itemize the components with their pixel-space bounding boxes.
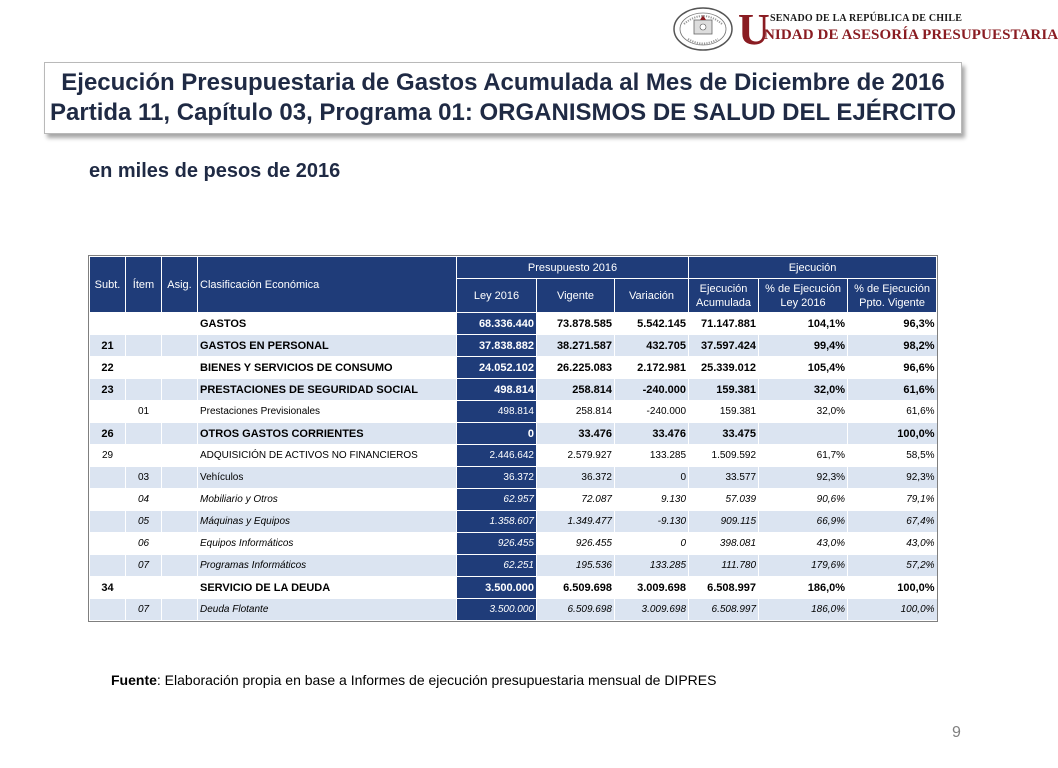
cell-variacion: 3.009.698 [615, 577, 689, 599]
table-row [90, 445, 937, 467]
cell-ley: 37.838.882 [457, 335, 537, 357]
cell-ejecucion: 33.577 [689, 467, 759, 489]
table-row [90, 401, 937, 423]
cell-name: ADQUISICIÓN DE ACTIVOS NO FINANCIEROS [198, 445, 457, 467]
cell-name: Prestaciones Previsionales [198, 401, 457, 423]
table-row [90, 511, 937, 533]
cell-name: Máquinas y Equipos [198, 511, 457, 533]
cell-asig [162, 401, 198, 423]
cell-item [126, 423, 162, 445]
cell-name: GASTOS [198, 313, 457, 335]
cell-subt [90, 489, 126, 511]
cell-item: 01 [126, 401, 162, 423]
cell-ley: 62.251 [457, 555, 537, 577]
senate-seal-icon [672, 6, 734, 52]
table-row [90, 467, 937, 489]
table-row [90, 379, 937, 401]
cell-subt: 34 [90, 577, 126, 599]
cell-ley: 36.372 [457, 467, 537, 489]
cell-vigente: 33.476 [537, 423, 615, 445]
cell-name: Deuda Flotante [198, 599, 457, 621]
senado-label: SENADO DE LA REPÚBLICA DE CHILE [770, 13, 963, 24]
cell-name: Equipos Informáticos [198, 533, 457, 555]
cell-asig [162, 313, 198, 335]
cell-item: 04 [126, 489, 162, 511]
cell-pct-ley: 90,6% [759, 489, 848, 511]
cell-pct-ley: 66,9% [759, 511, 848, 533]
col-asig: Asig. [162, 257, 198, 313]
col-ley: Ley 2016 [457, 279, 537, 313]
cell-vigente: 1.349.477 [537, 511, 615, 533]
cell-vigente: 258.814 [537, 379, 615, 401]
cell-vigente: 6.509.698 [537, 577, 615, 599]
cell-asig [162, 467, 198, 489]
cell-ejecucion: 111.780 [689, 555, 759, 577]
cell-variacion: 5.542.145 [615, 313, 689, 335]
cell-ley: 2.446.642 [457, 445, 537, 467]
table-row [90, 533, 937, 555]
cell-asig [162, 577, 198, 599]
cell-item [126, 379, 162, 401]
cell-ejecucion: 25.339.012 [689, 357, 759, 379]
cell-name: Programas Informáticos [198, 555, 457, 577]
page-title-line-1: Ejecución Presupuestaria de Gastos Acumulada al Mes de Diciembre de 2016 [61, 69, 945, 96]
cell-pct-vigente: 100,0% [848, 599, 937, 621]
cell-asig [162, 533, 198, 555]
cell-ley: 498.814 [457, 379, 537, 401]
cell-name: PRESTACIONES DE SEGURIDAD SOCIAL [198, 379, 457, 401]
cell-asig [162, 445, 198, 467]
cell-name: BIENES Y SERVICIOS DE CONSUMO [198, 357, 457, 379]
cell-asig [162, 335, 198, 357]
cell-item: 07 [126, 555, 162, 577]
cell-vigente: 6.509.698 [537, 599, 615, 621]
cell-item: 06 [126, 533, 162, 555]
col-pct-vigente: % de Ejecución Ppto. Vigente [848, 279, 937, 313]
cell-pct-vigente: 96,3% [848, 313, 937, 335]
table-row [90, 335, 937, 357]
cell-variacion: 3.009.698 [615, 599, 689, 621]
cell-pct-ley: 99,4% [759, 335, 848, 357]
cell-subt: 21 [90, 335, 126, 357]
cell-subt: 26 [90, 423, 126, 445]
cell-asig [162, 489, 198, 511]
title-box [44, 62, 962, 134]
cell-ejecucion: 57.039 [689, 489, 759, 511]
cell-variacion: 133.285 [615, 445, 689, 467]
cell-ley: 68.336.440 [457, 313, 537, 335]
cell-variacion: 33.476 [615, 423, 689, 445]
cell-item [126, 335, 162, 357]
cell-pct-vigente: 43,0% [848, 533, 937, 555]
cell-item [126, 313, 162, 335]
cell-vigente: 38.271.587 [537, 335, 615, 357]
cell-pct-ley: 186,0% [759, 599, 848, 621]
table-row [90, 423, 937, 445]
cell-ley: 3.500.000 [457, 577, 537, 599]
cell-subt [90, 533, 126, 555]
cell-name: Mobiliario y Otros [198, 489, 457, 511]
cell-subt [90, 313, 126, 335]
table-row [90, 555, 937, 577]
cell-vigente: 926.455 [537, 533, 615, 555]
cell-subt: 29 [90, 445, 126, 467]
cell-ejecucion: 909.115 [689, 511, 759, 533]
cell-name: Vehículos [198, 467, 457, 489]
cell-ejecucion: 6.508.997 [689, 599, 759, 621]
cell-pct-ley: 32,0% [759, 379, 848, 401]
cell-item: 03 [126, 467, 162, 489]
cell-variacion: 2.172.981 [615, 357, 689, 379]
table-row [90, 489, 937, 511]
source-text: : Elaboración propia en base a Informes de ejecución presupuestaria mensual de DIPRES [156, 672, 717, 688]
cell-vigente: 72.087 [537, 489, 615, 511]
cell-pct-vigente: 92,3% [848, 467, 937, 489]
cell-pct-vigente: 100,0% [848, 423, 937, 445]
cell-asig [162, 555, 198, 577]
cell-pct-ley: 61,7% [759, 445, 848, 467]
table-row [90, 357, 937, 379]
unidad-label: NIDAD DE ASESORÍA PRESUPUESTARIA [764, 27, 1058, 43]
cell-asig [162, 357, 198, 379]
group-ejecucion: Ejecución [689, 257, 937, 279]
cell-pct-ley: 43,0% [759, 533, 848, 555]
cell-subt: 23 [90, 379, 126, 401]
table-row [90, 599, 937, 621]
cell-variacion: -9.130 [615, 511, 689, 533]
budget-table [89, 256, 937, 621]
cell-ejecucion: 159.381 [689, 379, 759, 401]
logo-letter: U [738, 5, 770, 54]
cell-ejecucion: 37.597.424 [689, 335, 759, 357]
cell-ley: 1.358.607 [457, 511, 537, 533]
cell-pct-vigente: 67,4% [848, 511, 937, 533]
col-clasificacion: Clasificación Económica [198, 257, 457, 313]
table-row [90, 313, 937, 335]
cell-variacion: 133.285 [615, 555, 689, 577]
cell-pct-vigente: 100,0% [848, 577, 937, 599]
cell-ley: 3.500.000 [457, 599, 537, 621]
cell-variacion: 0 [615, 533, 689, 555]
cell-name: SERVICIO DE LA DEUDA [198, 577, 457, 599]
cell-subt [90, 511, 126, 533]
source-note [111, 672, 716, 688]
cell-variacion: 0 [615, 467, 689, 489]
cell-ley: 24.052.102 [457, 357, 537, 379]
cell-subt [90, 467, 126, 489]
cell-item [126, 577, 162, 599]
units-subtitle: en miles de pesos de 2016 [89, 160, 341, 182]
col-ejecucion-acumulada: Ejecución Acumulada [689, 279, 759, 313]
cell-item [126, 445, 162, 467]
cell-pct-vigente: 61,6% [848, 401, 937, 423]
cell-ley: 498.814 [457, 401, 537, 423]
col-subt: Subt. [90, 257, 126, 313]
cell-pct-ley: 105,4% [759, 357, 848, 379]
col-pct-ley: % de Ejecución Ley 2016 [759, 279, 848, 313]
cell-vigente: 195.536 [537, 555, 615, 577]
cell-name: GASTOS EN PERSONAL [198, 335, 457, 357]
cell-pct-vigente: 96,6% [848, 357, 937, 379]
cell-asig [162, 379, 198, 401]
cell-pct-vigente: 61,6% [848, 379, 937, 401]
cell-vigente: 26.225.083 [537, 357, 615, 379]
cell-ley: 0 [457, 423, 537, 445]
cell-pct-ley: 179,6% [759, 555, 848, 577]
cell-vigente: 36.372 [537, 467, 615, 489]
page-number: 9 [952, 724, 961, 741]
cell-subt [90, 401, 126, 423]
cell-vigente: 2.579.927 [537, 445, 615, 467]
cell-name: OTROS GASTOS CORRIENTES [198, 423, 457, 445]
senate-logo [672, 4, 1058, 54]
cell-variacion: -240.000 [615, 379, 689, 401]
cell-ejecucion: 1.509.592 [689, 445, 759, 467]
cell-asig [162, 599, 198, 621]
cell-pct-ley: 104,1% [759, 313, 848, 335]
cell-ejecucion: 398.081 [689, 533, 759, 555]
cell-pct-vigente: 98,2% [848, 335, 937, 357]
cell-item: 07 [126, 599, 162, 621]
group-presupuesto: Presupuesto 2016 [457, 257, 689, 279]
cell-pct-vigente: 58,5% [848, 445, 937, 467]
cell-pct-ley: 92,3% [759, 467, 848, 489]
page-title-line-2: Partida 11, Capítulo 03, Programa 01: ORGANISMOS DE SALUD DEL EJÉRCITO [50, 99, 956, 126]
cell-variacion: 432.705 [615, 335, 689, 357]
cell-vigente: 73.878.585 [537, 313, 615, 335]
cell-ejecucion: 71.147.881 [689, 313, 759, 335]
cell-subt: 22 [90, 357, 126, 379]
cell-ejecucion: 33.475 [689, 423, 759, 445]
cell-variacion: 9.130 [615, 489, 689, 511]
cell-pct-ley: 32,0% [759, 401, 848, 423]
budget-table-body [90, 313, 937, 621]
cell-asig [162, 511, 198, 533]
cell-pct-ley [759, 423, 848, 445]
cell-subt [90, 599, 126, 621]
table-row [90, 577, 937, 599]
col-variacion: Variación [615, 279, 689, 313]
cell-subt [90, 555, 126, 577]
cell-item: 05 [126, 511, 162, 533]
col-vigente: Vigente [537, 279, 615, 313]
cell-ley: 62.957 [457, 489, 537, 511]
cell-item [126, 357, 162, 379]
source-label: Fuente [111, 672, 157, 688]
cell-ejecucion: 159.381 [689, 401, 759, 423]
cell-pct-vigente: 57,2% [848, 555, 937, 577]
col-item: Ítem [126, 257, 162, 313]
cell-variacion: -240.000 [615, 401, 689, 423]
cell-ley: 926.455 [457, 533, 537, 555]
cell-ejecucion: 6.508.997 [689, 577, 759, 599]
cell-pct-ley: 186,0% [759, 577, 848, 599]
cell-pct-vigente: 79,1% [848, 489, 937, 511]
cell-vigente: 258.814 [537, 401, 615, 423]
cell-asig [162, 423, 198, 445]
